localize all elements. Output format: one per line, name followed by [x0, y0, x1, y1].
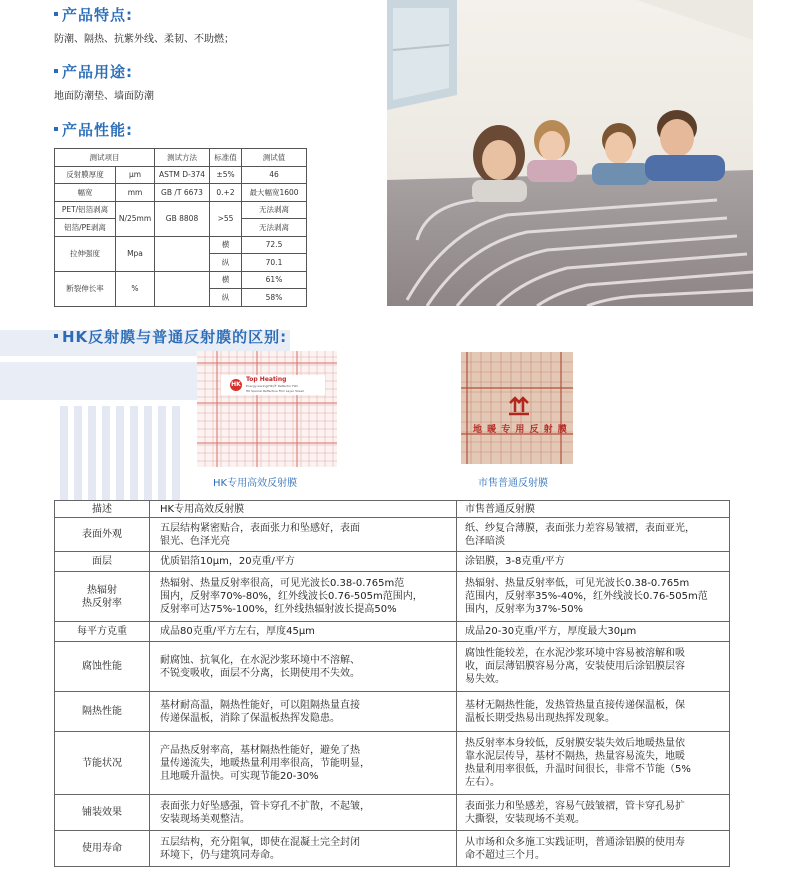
table-row	[55, 236, 307, 254]
hk-brand-text: Top Heating	[246, 376, 287, 383]
header-cell: 标准值	[210, 149, 242, 167]
table-row	[55, 622, 730, 642]
usage-heading	[54, 61, 133, 82]
table-row	[55, 642, 730, 692]
table-cell	[155, 236, 210, 271]
performance-title: 产品性能:	[62, 121, 133, 139]
table-cell: 横	[210, 271, 242, 289]
hk-cell: 表面张力好坠感强，管卡穿孔不扩散，不起皱， 安装现场美观整洁。	[150, 795, 457, 831]
table-row	[55, 149, 307, 167]
hk-tagline-1: Energy-saving(HK)® Reflector Film	[246, 384, 299, 388]
hk-cell: 热辐射、热量反射率很高，可见光波长0.38-0.765m范 围内，反射率70%-80%，红外线波长0.76-505m范围内， 反射率可达75%-100%，红外线热辐射波长提高50%	[150, 572, 457, 622]
table-cell: 幅宽	[55, 184, 116, 202]
hk-cell: 五层结构，充分阻氧，即使在混凝土完全封闭 环境下，仍与建筑同寿命。	[150, 831, 457, 867]
table-cell: 0.+2	[210, 184, 242, 202]
table-row	[55, 831, 730, 867]
table-row	[55, 692, 730, 732]
hk-cell: 成品80克重/平方左右，厚度45μm	[150, 622, 457, 642]
features-text: 防潮、隔热、抗紫外线、柔韧、不助燃；	[54, 34, 234, 45]
header-cell: HK专用高效反射膜	[150, 501, 457, 518]
common-cell: 热反射率本身较低，反射膜安装失效后地暖热量依 靠水泥层传导，基材不隔热，热量容易流失，地暖 热量利用率很低，升温时间很长，非常不节能（5% 左右）。	[457, 732, 730, 795]
common-film-image	[461, 352, 573, 464]
common-cell: 涂铝膜，3-8克重/平方	[457, 552, 730, 572]
features-title: 产品特点:	[62, 6, 133, 24]
header-cell: 市售普通反射膜	[457, 501, 730, 518]
table-row	[55, 518, 730, 552]
row-label: 面层	[55, 552, 150, 572]
table-row	[55, 201, 307, 219]
table-cell: 72.5	[242, 236, 307, 254]
table-row	[55, 572, 730, 622]
common-cell: 纸、纱复合薄膜，表面张力差容易皱褶，表面亚光， 色泽暗淡	[457, 518, 730, 552]
common-film-caption: 市售普通反射膜	[478, 478, 548, 489]
hk-cell: 五层结构紧密贴合，表面张力和坠感好，表面 银光、色泽光亮	[150, 518, 457, 552]
common-cell: 成品20-30克重/平方，厚度最大30μm	[457, 622, 730, 642]
common-cell: 基材无隔热性能，发热管热量直接传递保温板，保 温板长期受热易出现热挥发现象。	[457, 692, 730, 732]
table-cell: GB /T 6673	[155, 184, 210, 202]
table-row	[55, 552, 730, 572]
difference-heading	[54, 326, 287, 347]
row-label: 铺装效果	[55, 795, 150, 831]
table-cell	[155, 271, 210, 306]
table-cell: 横	[210, 236, 242, 254]
table-cell: PET/铝箔剥离	[55, 201, 116, 219]
hk-logo-icon: HK	[230, 379, 242, 391]
difference-title: HK反射膜与普通反射膜的区别:	[62, 328, 288, 346]
header-cell: 描述	[55, 501, 150, 518]
hk-cell: 优质铝箔10μm，20克重/平方	[150, 552, 457, 572]
hk-tagline-2: HK Special Reflective Film Layer Sheet	[246, 389, 304, 393]
usage-title: 产品用途:	[62, 63, 133, 81]
table-header-row	[55, 501, 730, 518]
hk-cell: 耐腐蚀、抗氧化，在水泥沙浆环境中不溶解、 不锐变吸收，面层不分离，长期使用不失效。	[150, 642, 457, 692]
table-cell: 70.1	[242, 254, 307, 272]
family-floor-photo	[387, 0, 753, 306]
table-cell: 纵	[210, 289, 242, 307]
row-label: 隔热性能	[55, 692, 150, 732]
table-cell: %	[116, 271, 155, 306]
table-cell: 61%	[242, 271, 307, 289]
hk-film-image	[197, 351, 337, 467]
header-cell: 测试值	[242, 149, 307, 167]
hk-cell: 基材耐高温，隔热性能好，可以阻隔热量直接 传递保温板，消除了保温板热挥发隐患。	[150, 692, 457, 732]
table-cell: ±5%	[210, 166, 242, 184]
common-cell: 从市场和众多施工实践证明，普通涂铝膜的使用寿 命不超过三个月。	[457, 831, 730, 867]
usage-text: 地面防潮垫、墙面防潮	[54, 91, 154, 102]
row-label: 每平方克重	[55, 622, 150, 642]
table-cell: 无法剥离	[242, 201, 307, 219]
performance-table	[54, 148, 307, 307]
table-cell: 拉伸强度	[55, 236, 116, 271]
decorative-band	[0, 362, 200, 400]
table-cell: Mpa	[116, 236, 155, 271]
row-label: 节能状况	[55, 732, 150, 795]
common-cell: 腐蚀性能较差，在水泥沙浆环境中容易被溶解和吸 收，面层薄铝膜容易分离，安装使用后涂铝膜层容 易失效。	[457, 642, 730, 692]
header-cell: 测试方法	[155, 149, 210, 167]
common-film-print: 地 暖 专 用 反 射 膜	[473, 425, 568, 435]
row-label: 热辐射 热反射率	[55, 572, 150, 622]
table-row	[55, 732, 730, 795]
row-label: 使用寿命	[55, 831, 150, 867]
table-cell: 58%	[242, 289, 307, 307]
common-cell: 热辐射、热量反射率低，可见光波长0.38-0.765m 范围内，反射率35%-40%，红外线波长0.76-505m范 围内，反射率为37%-50%	[457, 572, 730, 622]
table-cell: mm	[116, 184, 155, 202]
comparison-table	[54, 500, 730, 867]
hk-cell: 产品热反射率高，基材隔热性能好，避免了热 量传递流失，地暖热量利用率很高，节能明显， 且地暖升温快。可实现节能20-30%	[150, 732, 457, 795]
common-cell: 表面张力和坠感差，容易气鼓皱褶，管卡穿孔易扩 大撕裂，安装现场不美观。	[457, 795, 730, 831]
table-row	[55, 271, 307, 289]
features-heading	[54, 4, 133, 25]
table-cell: 46	[242, 166, 307, 184]
table-cell: >55	[210, 201, 242, 236]
table-row	[55, 184, 307, 202]
row-label: 腐蚀性能	[55, 642, 150, 692]
row-label: 表面外观	[55, 518, 150, 552]
table-cell: 断裂伸长率	[55, 271, 116, 306]
table-cell: 纵	[210, 254, 242, 272]
table-cell: N/25mm	[116, 201, 155, 236]
table-cell: μm	[116, 166, 155, 184]
table-cell: GB 8808	[155, 201, 210, 236]
table-cell: 反射膜厚度	[55, 166, 116, 184]
decorative-stripes	[0, 400, 190, 500]
performance-heading	[54, 119, 133, 140]
table-row	[55, 166, 307, 184]
table-cell: 最大幅宽1600	[242, 184, 307, 202]
table-cell: ASTM D-374	[155, 166, 210, 184]
table-cell: 铝箔/PE剥离	[55, 219, 116, 237]
table-row	[55, 795, 730, 831]
header-cell: 测试项目	[55, 149, 155, 167]
table-cell: 无法剥离	[242, 219, 307, 237]
hk-film-caption: HK专用高效反射膜	[213, 478, 298, 489]
